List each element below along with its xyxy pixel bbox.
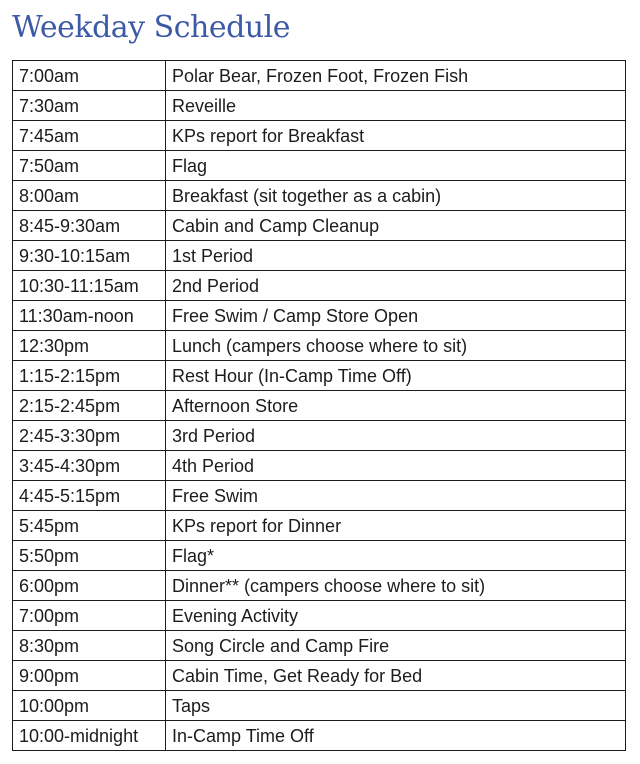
schedule-activity-cell: KPs report for Breakfast <box>166 121 626 151</box>
schedule-time-cell: 3:45-4:30pm <box>13 451 166 481</box>
table-row <box>13 571 626 601</box>
schedule-time-cell: 1:15-2:15pm <box>13 361 166 391</box>
schedule-time-cell: 8:30pm <box>13 631 166 661</box>
schedule-activity-cell: Polar Bear, Frozen Foot, Frozen Fish <box>166 61 626 91</box>
schedule-activity-cell: Dinner** (campers choose where to sit) <box>166 571 626 601</box>
table-row <box>13 601 626 631</box>
schedule-time-cell: 5:45pm <box>13 511 166 541</box>
schedule-activity-cell: 1st Period <box>166 241 626 271</box>
table-row <box>13 121 626 151</box>
schedule-activity-cell: In-Camp Time Off <box>166 721 626 751</box>
table-row <box>13 481 626 511</box>
schedule-time-cell: 7:30am <box>13 91 166 121</box>
table-row <box>13 631 626 661</box>
schedule-activity-cell: Cabin and Camp Cleanup <box>166 211 626 241</box>
table-row <box>13 511 626 541</box>
schedule-time-cell: 9:30-10:15am <box>13 241 166 271</box>
schedule-activity-cell: Flag* <box>166 541 626 571</box>
schedule-activity-cell: Free Swim <box>166 481 626 511</box>
schedule-time-cell: 10:00-midnight <box>13 721 166 751</box>
schedule-activity-cell: Flag <box>166 151 626 181</box>
schedule-activity-cell: Rest Hour (In-Camp Time Off) <box>166 361 626 391</box>
schedule-time-cell: 5:50pm <box>13 541 166 571</box>
schedule-time-cell: 10:00pm <box>13 691 166 721</box>
page-title: Weekday Schedule <box>12 10 290 45</box>
schedule-time-cell: 4:45-5:15pm <box>13 481 166 511</box>
table-row <box>13 331 626 361</box>
table-row <box>13 301 626 331</box>
schedule-activity-cell: Taps <box>166 691 626 721</box>
schedule-time-cell: 7:00am <box>13 61 166 91</box>
schedule-activity-cell: KPs report for Dinner <box>166 511 626 541</box>
table-row <box>13 661 626 691</box>
schedule-activity-cell: Evening Activity <box>166 601 626 631</box>
schedule-activity-cell: 3rd Period <box>166 421 626 451</box>
schedule-time-cell: 7:45am <box>13 121 166 151</box>
table-row <box>13 181 626 211</box>
table-row <box>13 451 626 481</box>
schedule-time-cell: 7:00pm <box>13 601 166 631</box>
table-row <box>13 211 626 241</box>
schedule-activity-cell: Breakfast (sit together as a cabin) <box>166 181 626 211</box>
schedule-table-body <box>13 61 626 751</box>
schedule-time-cell: 7:50am <box>13 151 166 181</box>
schedule-activity-cell: Song Circle and Camp Fire <box>166 631 626 661</box>
table-row <box>13 721 626 751</box>
table-row <box>13 361 626 391</box>
table-row <box>13 91 626 121</box>
schedule-activity-cell: Cabin Time, Get Ready for Bed <box>166 661 626 691</box>
schedule-time-cell: 11:30am-noon <box>13 301 166 331</box>
table-row <box>13 61 626 91</box>
schedule-time-cell: 6:00pm <box>13 571 166 601</box>
schedule-time-cell: 9:00pm <box>13 661 166 691</box>
table-row <box>13 541 626 571</box>
table-row <box>13 151 626 181</box>
table-row <box>13 391 626 421</box>
schedule-activity-cell: 4th Period <box>166 451 626 481</box>
schedule-activity-cell: Lunch (campers choose where to sit) <box>166 331 626 361</box>
schedule-activity-cell: Reveille <box>166 91 626 121</box>
table-row <box>13 271 626 301</box>
table-row <box>13 241 626 271</box>
schedule-time-cell: 12:30pm <box>13 331 166 361</box>
schedule-time-cell: 8:45-9:30am <box>13 211 166 241</box>
schedule-table <box>12 60 626 751</box>
schedule-time-cell: 2:45-3:30pm <box>13 421 166 451</box>
schedule-time-cell: 2:15-2:45pm <box>13 391 166 421</box>
table-row <box>13 691 626 721</box>
table-row <box>13 421 626 451</box>
schedule-time-cell: 8:00am <box>13 181 166 211</box>
schedule-time-cell: 10:30-11:15am <box>13 271 166 301</box>
schedule-activity-cell: 2nd Period <box>166 271 626 301</box>
schedule-activity-cell: Afternoon Store <box>166 391 626 421</box>
schedule-activity-cell: Free Swim / Camp Store Open <box>166 301 626 331</box>
